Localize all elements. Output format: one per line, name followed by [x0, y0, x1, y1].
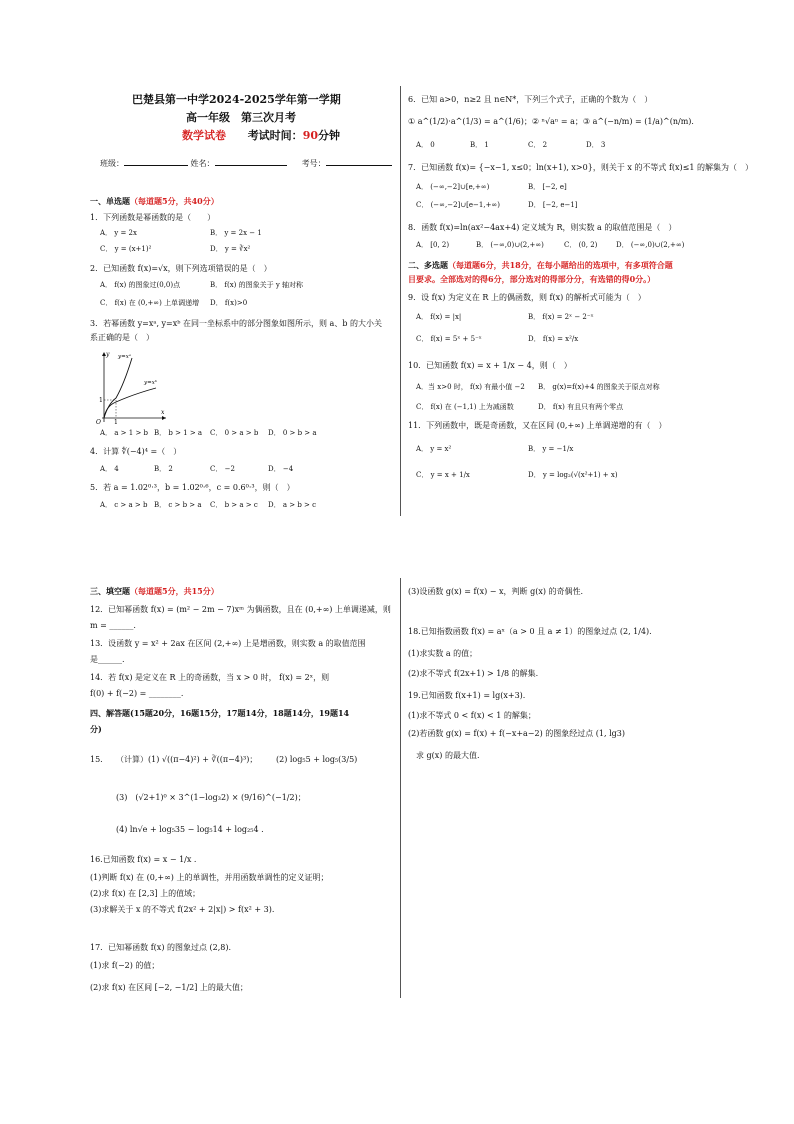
q16-stem: 16.已知函数 f(x) = x − 1/x .	[90, 855, 197, 864]
exam-page-2	[86, 578, 716, 998]
q4-option-b: B． 2	[154, 465, 173, 473]
time-value: 90	[302, 129, 318, 142]
q17-part-1: (1)求 f(−2) 的值；	[90, 961, 160, 970]
q3-power-function-graph	[94, 348, 168, 424]
student-info-line	[100, 158, 392, 169]
q8-option-c: C． (0, 2)	[564, 241, 598, 249]
y-axis-label: y	[106, 351, 110, 358]
q7-option-c: C． (−∞,−2]∪[e−1,+∞)	[416, 201, 500, 209]
q9-option-d: D． f(x) = x²/x	[528, 335, 579, 343]
q14-stem-2: f(0) + f(−2) = ________.	[90, 689, 184, 698]
q2-option-d: D． f(x)>0	[210, 299, 248, 307]
q3-option-b: B． b > 1 > a	[154, 429, 203, 437]
q5-option-d: D． a > b > c	[268, 501, 317, 509]
q9-option-a: A． f(x) = |x|	[416, 313, 462, 321]
q11-stem: 11．下列函数中，既是奇函数，又在区间 (0,+∞) 上单调递增的有（ ）	[408, 421, 667, 430]
q1-option-d: D． y = ∛x²	[210, 245, 251, 253]
section-3-heading: 三、填空题（每道题5分，共15分）	[90, 586, 219, 596]
q8-stem: 8．函数 f(x)=ln(ax²−4ax+4) 定义域为 R，则实数 a 的取值范围是（ ）	[408, 223, 677, 232]
q16-part-1: (1)判断 f(x) 在 (0,+∞) 上的单调性，并用函数单调性的定义证明；	[90, 873, 329, 882]
q14-stem: 14．若 f(x) 是定义在 R 上的奇函数，当 x > 0 时， f(x) = 2ˣ，则	[90, 673, 330, 682]
q11-option-c: C． y = x + 1/x	[416, 471, 470, 479]
q10-stem: 10．已知函数 f(x) = x + 1/x − 4，则（ ）	[408, 361, 572, 370]
q9-option-b: B． f(x) = 2ˣ − 2⁻ˣ	[528, 313, 594, 321]
q15-label: 15.	[90, 755, 103, 764]
curve-a	[104, 358, 132, 418]
q7-option-b: B． [−2, e]	[528, 183, 567, 191]
section-2-heading: 二、多选题（每道题6分，共18分，在每小题给出的选项中，有多项符合题	[408, 260, 673, 270]
q16-part-2: (2)求 f(x) 在 [2,3] 上的值域；	[90, 889, 201, 898]
q19-part-1: (1)求不等式 0 < f(x) < 1 的解集；	[408, 711, 536, 720]
q5-stem: 5．若 a = 1.02⁰·³，b = 1.02⁰·⁶，c = 0.6⁰·³，则（ ）	[90, 483, 295, 492]
q3-option-c: C． 0 > a > b	[210, 429, 259, 437]
exam-page-1	[86, 86, 754, 516]
q15-part-2: (2) log₅5 + log₅(3/5)	[276, 755, 358, 764]
q2-stem: 2．已知函数 f(x)=√x，则下列选项错误的是（ ）	[90, 264, 272, 273]
q18-part-2: (2)求不等式 f(2x+1) > 1/8 的解集.	[408, 669, 539, 678]
column-divider-2	[400, 578, 401, 998]
q12-stem-2: m = ______.	[90, 621, 136, 630]
q9-option-c: C． f(x) = 5ˣ + 5⁻ˣ	[416, 335, 482, 343]
q9-stem: 9．设 f(x) 为定义在 R 上的偶函数，则 f(x) 的解析式可能为（ ）	[408, 293, 646, 302]
section-2-heading-2: 目要求。全部选对的得6分，部分选对的得部分分，有选错的得0分。）	[408, 274, 656, 284]
q5-option-b: B． c > b > a	[154, 501, 202, 509]
q15-part-1: （计算）(1) √((π−4)²) + ∛((π−4)³)；	[116, 755, 258, 764]
number-label: 考号：	[301, 159, 326, 168]
curve-b-label: y=xᵇ	[144, 380, 158, 386]
curve-b	[104, 388, 156, 418]
q11-option-b: B． y = −1/x	[528, 445, 574, 453]
q6-option-c: C． 2	[528, 141, 548, 149]
school-title: 巴楚县第一中学2024-2025学年第一学期	[132, 93, 341, 106]
q6-option-d: D． 3	[586, 141, 606, 149]
q7-option-d: D． [−2, e−1]	[528, 201, 578, 209]
q8-option-b: B． (−∞,0)∪(2,+∞)	[476, 241, 544, 249]
subject-time-line	[182, 130, 340, 141]
curve-a-label: y=xᵃ	[118, 354, 131, 360]
x-tick-1: 1	[114, 419, 118, 424]
section-4-heading-2: 分)	[90, 724, 102, 734]
q8-option-a: A． [0, 2)	[416, 241, 450, 249]
q10-option-a: A．当 x>0 时， f(x) 有最小值 −2	[416, 383, 525, 391]
q3-stem: 3．若幂函数 y=xᵃ, y=xᵇ 在同一坐标系中的部分图象如图所示，则 a、b 的大小关	[90, 319, 382, 328]
q6-option-a: A． 0	[416, 141, 435, 149]
origin-label: O	[96, 419, 101, 424]
q8-option-d: D． (−∞,0)∪(2,+∞)	[616, 241, 685, 249]
q1-option-a: A． y = 2x	[100, 229, 137, 237]
q11-option-a: A． y = x²	[416, 445, 452, 453]
q15-part-3: (3) (√2+1)⁰ × 3^(1−log₃2) × (9/16)^(−1/2)；	[116, 793, 306, 802]
q3-option-d: D． 0 > b > a	[268, 429, 317, 437]
q13-stem: 13．设函数 y = x² + 2ax 在区间 (2,+∞) 上是增函数，则实数 a 的取值范围	[90, 639, 366, 648]
q10-option-d: D． f(x) 有且只有两个零点	[538, 403, 624, 411]
q3-option-a: A． a > 1 > b	[100, 429, 149, 437]
q18-stem: 18.已知指数函数 f(x) = aˣ（a > 0 且 a ≠ 1）的图象过点 (2, 1/4).	[408, 627, 652, 636]
q4-option-d: D． −4	[268, 465, 294, 473]
x-axis-label: x	[161, 409, 165, 416]
x-axis-arrow	[162, 416, 166, 420]
q7-stem: 7．已知函数 f(x)= {−x−1, x≤0；ln(x+1), x>0}，则关于 x 的不等式 f(x)≤1 的解集为（ ）	[408, 163, 754, 172]
q5-option-c: C． b > a > c	[210, 501, 258, 509]
q6-stem-2: ① a^(1/2)·a^(1/3) = a^(1/6)；② ⁿ√aⁿ = a；③ a^(−n/m) = (1/a)^(n/m)．	[408, 117, 700, 126]
q18-part-1: (1)求实数 a 的值；	[408, 649, 478, 658]
q19-part-2: (2)若函数 g(x) = f(x) + f(−x+a−2) 的图象经过点 (1, lg3)	[408, 729, 625, 738]
q7-option-a: A． (−∞,−2]∪[e,+∞)	[416, 183, 490, 191]
q6-option-b: B． 1	[470, 141, 489, 149]
class-label: 班级：	[100, 159, 124, 168]
q1-stem: 1．下列函数是幂函数的是（ ）	[90, 213, 216, 222]
q4-option-a: A． 4	[100, 465, 119, 473]
q5-option-a: A． c > a > b	[100, 501, 148, 509]
q1-option-c: C． y = (x+1)²	[100, 245, 152, 253]
q13-stem-2: 是______.	[90, 655, 125, 664]
q4-option-c: C． −2	[210, 465, 235, 473]
column-divider	[400, 86, 401, 516]
q10-option-b: B． g(x)=f(x)+4 的图象关于原点对称	[538, 383, 660, 391]
q10-option-c: C． f(x) 在 (−1,1) 上为减函数	[416, 403, 514, 411]
q17-part-2: (2)求 f(x) 在区间 [−2, −1/2] 上的最大值；	[90, 983, 248, 992]
q15-part-4: (4) ln√e + log₅35 − log₅14 + log₂₅4 .	[116, 825, 264, 834]
q16-part-3: (3)求解关于 x 的不等式 f(2x² + 2|x|) > f(x² + 3).	[90, 905, 275, 914]
y-tick-1: 1	[99, 397, 103, 404]
q2-option-c: C． f(x) 在 (0,+∞) 上单调递增	[100, 299, 200, 307]
q17-part-3: (3)设函数 g(x) = f(x) − x，判断 g(x) 的奇偶性.	[408, 587, 584, 596]
q19-part-3: 求 g(x) 的最大值.	[416, 751, 480, 760]
time-unit: 分钟	[318, 129, 340, 142]
class-field[interactable]	[124, 165, 188, 166]
q2-option-b: B． f(x) 的图象关于 y 轴对称	[210, 281, 303, 289]
q2-option-a: A． f(x) 的图象过(0,0)点	[100, 281, 181, 289]
number-field[interactable]	[326, 165, 392, 166]
section-1-heading: 一、单选题（每道题5分，共40分）	[90, 196, 219, 206]
q19-stem: 19.已知函数 f(x+1) = lg(x+3).	[408, 691, 526, 700]
subject-label: 数学试卷	[182, 129, 226, 142]
time-label: 考试时间：	[247, 129, 303, 142]
q4-stem: 4．计算 ∜(−4)⁴ =（ ）	[90, 447, 182, 456]
q6-stem: 6．已知 a>0，n≥2 且 n∈N*，下列三个式子，正确的个数为（ ）	[408, 95, 653, 104]
name-field[interactable]	[215, 165, 287, 166]
q3-stem-2: 系正确的是（ ）	[90, 333, 154, 342]
name-label: 姓名：	[190, 159, 215, 168]
q12-stem: 12．已知幂函数 f(x) = (m² − 2m − 7)xᵐ 为偶函数，且在 (0,+∞) 上单调递减，则	[90, 605, 391, 614]
q17-stem: 17．已知幂函数 f(x) 的图象过点 (2,8).	[90, 943, 232, 952]
q11-option-d: D． y = log₂(√(x²+1) + x)	[528, 471, 618, 479]
grade-title: 高一年级 第三次月考	[186, 111, 296, 124]
q1-option-b: B． y = 2x − 1	[210, 229, 262, 237]
section-4-heading: 四、解答题(15题20分，16题15分，17题14分，18题14分，19题14	[90, 708, 350, 718]
